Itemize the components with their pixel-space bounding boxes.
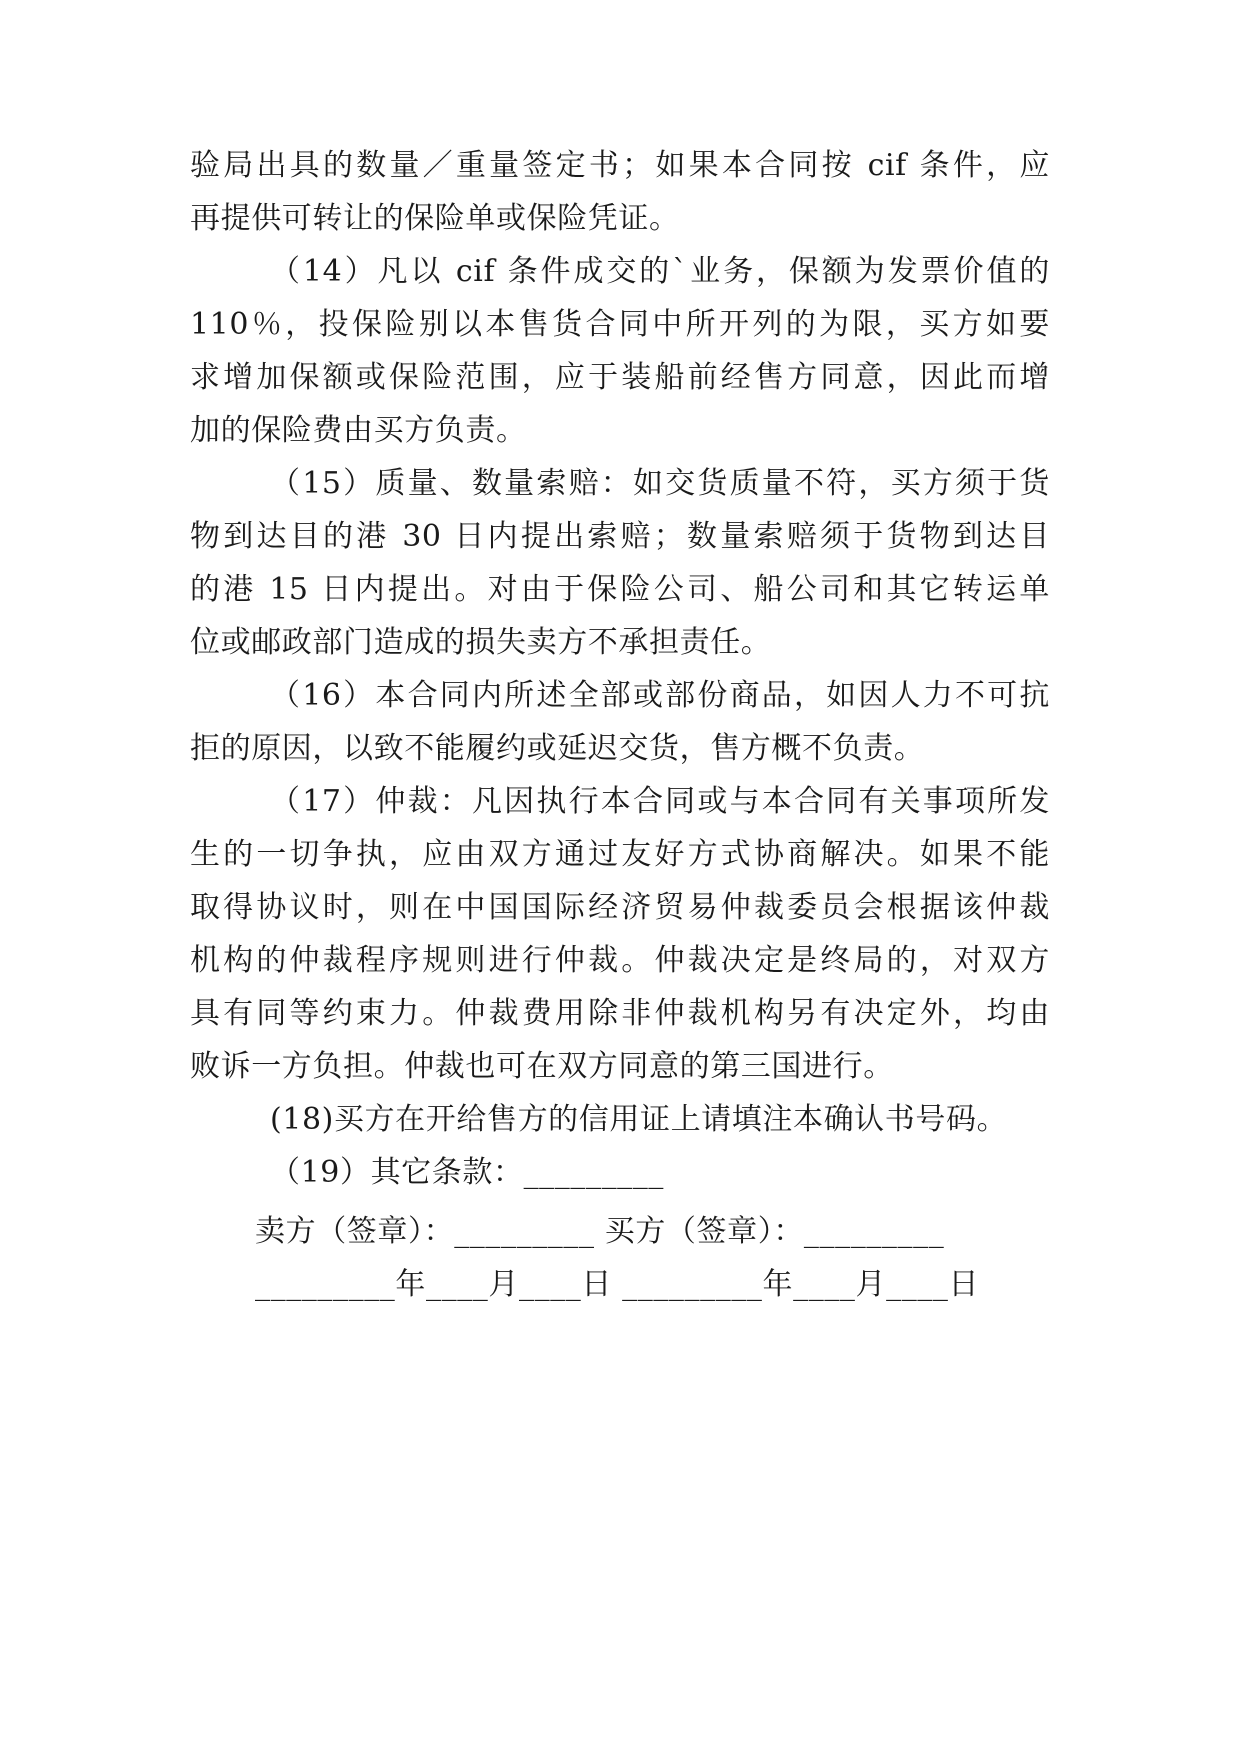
paragraph-line: 加的保险费由买方负责。 xyxy=(190,413,527,448)
clause-19-line: （19）其它条款：_________ xyxy=(270,1155,664,1190)
paragraph-line: 败诉一方负担。仲裁也可在双方同意的第三国进行。 xyxy=(190,1049,894,1084)
clause-17-line: （17）仲裁：凡因执行本合同或与本合同有关事项所发 xyxy=(270,784,1050,819)
clause-16-line: （16）本合同内所述全部或部份商品，如因人力不可抗 xyxy=(270,678,1050,713)
paragraph-line: 生的一切争执，应由双方通过友好方式协商解决。如果不能 xyxy=(190,837,1050,872)
paragraph-line: 的港 15 日内提出。对由于保险公司、船公司和其它转运单 xyxy=(190,572,1050,607)
clause-14-line: （14）凡以 cif 条件成交的`业务，保额为发票价值的 xyxy=(270,254,1050,289)
paragraph-line: 具有同等约束力。仲裁费用除非仲裁机构另有决定外，均由 xyxy=(190,996,1050,1031)
paragraph-line: 求增加保额或保险范围，应于装船前经售方同意，因此而增 xyxy=(190,360,1050,395)
paragraph-line: 取得协议时，则在中国国际经济贸易仲裁委员会根据该仲裁 xyxy=(190,890,1050,925)
paragraph-line: 位或邮政部门造成的损失卖方不承担责任。 xyxy=(190,625,772,660)
paragraph-line: 再提供可转让的保险单或保险凭证。 xyxy=(190,201,680,236)
date-line: _________年____月____日 _________年____月____日 xyxy=(255,1267,980,1302)
paragraph-line: 机构的仲裁程序规则进行仲裁。仲裁决定是终局的，对双方 xyxy=(190,943,1050,978)
paragraph-line: 拒的原因，以致不能履约或延迟交货，售方概不负责。 xyxy=(190,731,925,766)
clause-15-line: （15）质量、数量索赔：如交货质量不符，买方须于货 xyxy=(270,466,1050,501)
paragraph-line: 验局出具的数量／重量签定书；如果本合同按 cif 条件，应 xyxy=(190,148,1050,183)
paragraph-line: 物到达目的港 30 日内提出索赔；数量索赔须于货物到达目 xyxy=(190,519,1050,554)
signature-line: 卖方（签章）：_________ 买方（签章）：_________ xyxy=(255,1214,945,1249)
clause-18-line: (18)买方在开给售方的信用证上请填注本确认书号码。 xyxy=(270,1102,1008,1137)
paragraph-line: 110％，投保险别以本售货合同中所开列的为限，买方如要 xyxy=(190,307,1050,342)
